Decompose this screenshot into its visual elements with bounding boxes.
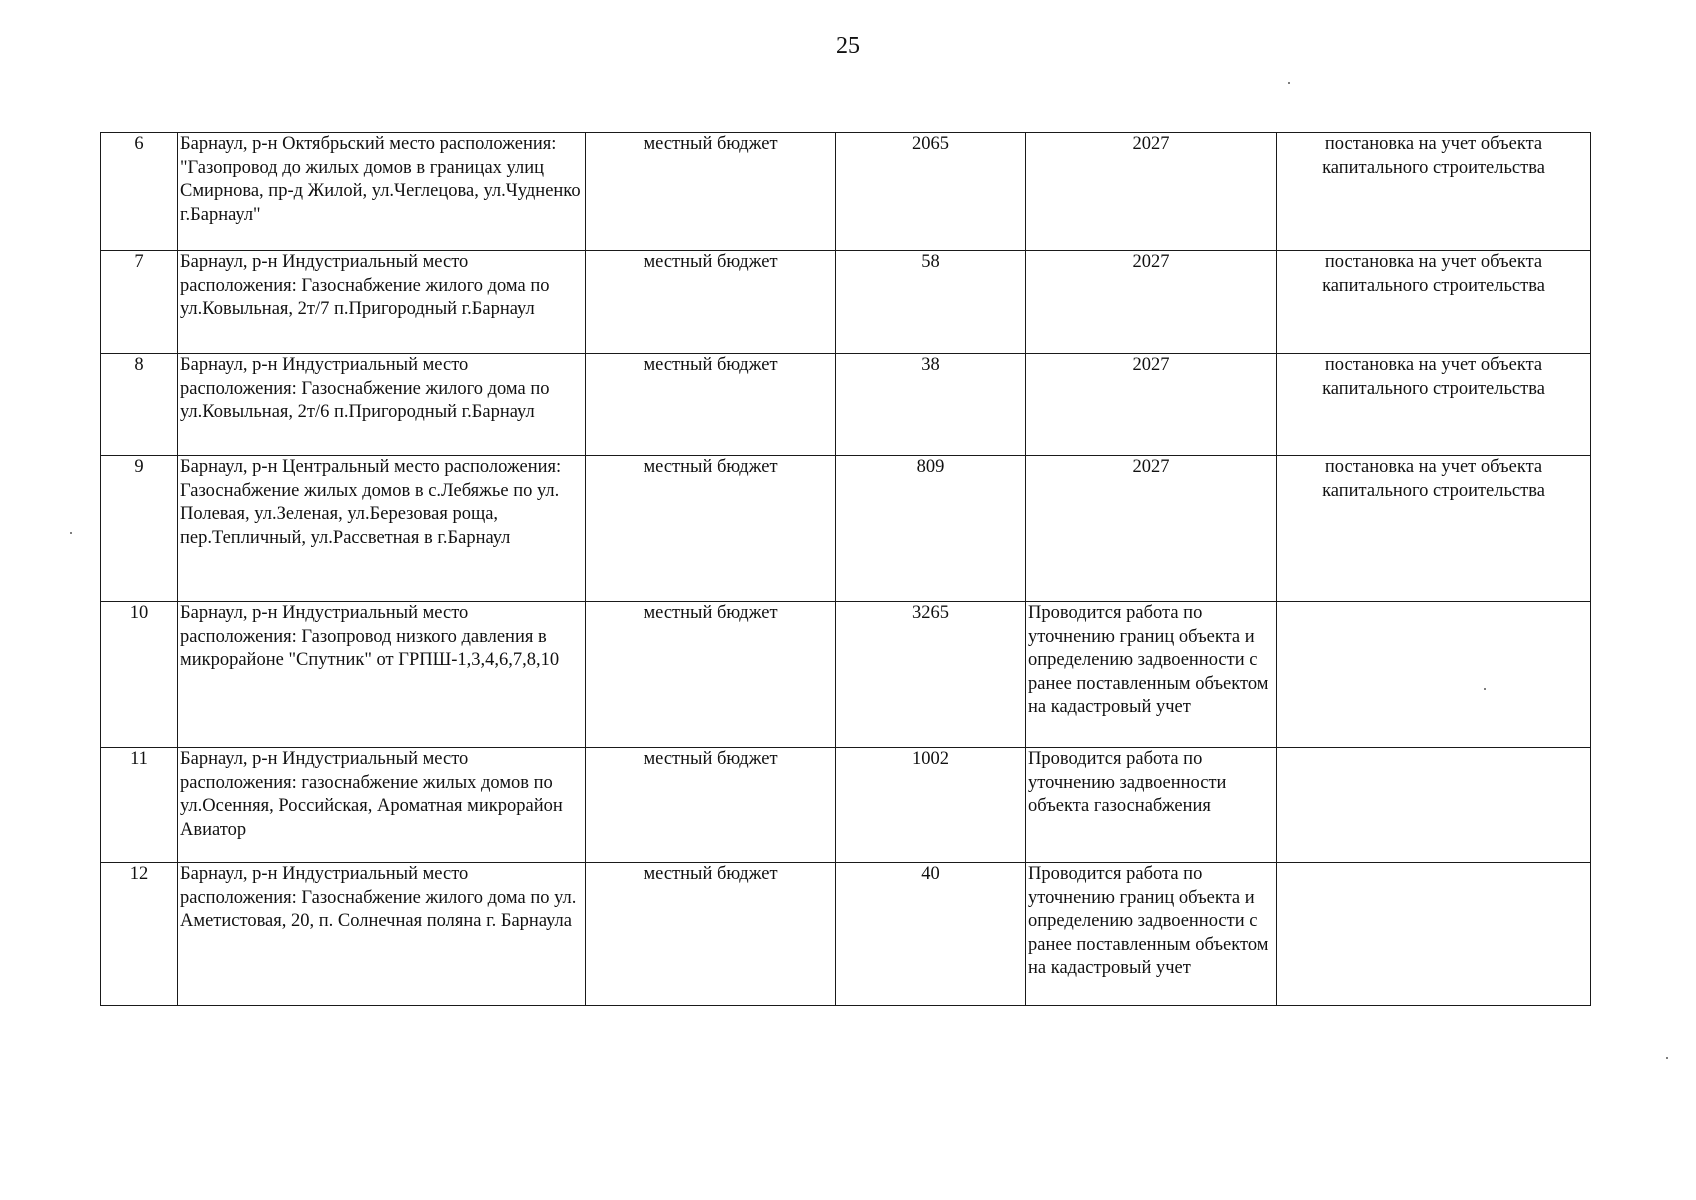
amount-cell: 40 <box>836 863 1026 1006</box>
table-row <box>101 133 1591 251</box>
note-cell <box>1277 748 1591 863</box>
location-cell: Барнаул, р-н Индустриальный место расположения: Газоснабжение жилого дома по ул.Ковыльная, 2т/7 п.Пригородный г.Барнаул <box>178 251 586 354</box>
location-cell: Барнаул, р-н Октябрьский место расположения: "Газопровод до жилых домов в границах улиц Смирнова, пр-д Жилой, ул.Чеглецова, ул.Чудненко г.Барнаул" <box>178 133 586 251</box>
location-cell: Барнаул, р-н Центральный место расположения: Газоснабжение жилых домов в с.Лебяжье по ул. Полевая, ул.Зеленая, ул.Березовая роща, пер.Тепличный, ул.Рассветная в г.Барнаул <box>178 456 586 602</box>
funding-source-cell: местный бюджет <box>586 251 836 354</box>
note-cell <box>1277 602 1591 748</box>
location-cell: Барнаул, р-н Индустриальный место расположения: газоснабжение жилых домов по ул.Осенняя, Российская, Ароматная микрорайон Авиатор <box>178 748 586 863</box>
row-number: 10 <box>101 602 178 748</box>
row-number: 11 <box>101 748 178 863</box>
table-row <box>101 863 1591 1006</box>
note-cell: постановка на учет объекта капитального строительства <box>1277 251 1591 354</box>
row-number: 6 <box>101 133 178 251</box>
scan-speck <box>70 532 72 534</box>
status-cell: Проводится работа по уточнению задвоенности объекта газоснабжения <box>1026 748 1277 863</box>
page-number: 25 <box>836 33 860 59</box>
scan-speck <box>1666 1057 1668 1059</box>
note-cell: постановка на учет объекта капитального строительства <box>1277 133 1591 251</box>
amount-cell: 58 <box>836 251 1026 354</box>
funding-source-cell: местный бюджет <box>586 456 836 602</box>
note-cell: постановка на учет объекта капитального строительства <box>1277 456 1591 602</box>
status-cell: Проводится работа по уточнению границ объекта и определению задвоенности с ранее поставленным объектом на кадастровый учет <box>1026 602 1277 748</box>
funding-source-cell: местный бюджет <box>586 354 836 456</box>
amount-cell: 809 <box>836 456 1026 602</box>
amount-cell: 2065 <box>836 133 1026 251</box>
note-cell <box>1277 863 1591 1006</box>
table-row <box>101 456 1591 602</box>
amount-cell: 1002 <box>836 748 1026 863</box>
amount-cell: 3265 <box>836 602 1026 748</box>
row-number: 9 <box>101 456 178 602</box>
note-cell: постановка на учет объекта капитального строительства <box>1277 354 1591 456</box>
year-cell: 2027 <box>1026 456 1277 602</box>
row-number: 8 <box>101 354 178 456</box>
table-row <box>101 354 1591 456</box>
row-number: 12 <box>101 863 178 1006</box>
scan-speck <box>1484 688 1486 690</box>
scan-speck <box>1288 82 1290 84</box>
year-cell: 2027 <box>1026 354 1277 456</box>
table-row <box>101 602 1591 748</box>
table-row <box>101 251 1591 354</box>
location-cell: Барнаул, р-н Индустриальный место расположения: Газоснабжение жилого дома по ул.Ковыльная, 2т/6 п.Пригородный г.Барнаул <box>178 354 586 456</box>
funding-source-cell: местный бюджет <box>586 133 836 251</box>
object-table <box>100 132 1591 1006</box>
row-number: 7 <box>101 251 178 354</box>
year-cell: 2027 <box>1026 133 1277 251</box>
status-cell: Проводится работа по уточнению границ объекта и определению задвоенности с ранее поставленным объектом на кадастровый учет <box>1026 863 1277 1006</box>
location-cell: Барнаул, р-н Индустриальный место расположения: Газоснабжение жилого дома по ул. Аметистовая, 20, п. Солнечная поляна г. Барнаула <box>178 863 586 1006</box>
funding-source-cell: местный бюджет <box>586 748 836 863</box>
table-row <box>101 748 1591 863</box>
funding-source-cell: местный бюджет <box>586 863 836 1006</box>
amount-cell: 38 <box>836 354 1026 456</box>
location-cell: Барнаул, р-н Индустриальный место расположения: Газопровод низкого давления в микрорайоне "Спутник" от ГРПШ-1,3,4,6,7,8,10 <box>178 602 586 748</box>
funding-source-cell: местный бюджет <box>586 602 836 748</box>
year-cell: 2027 <box>1026 251 1277 354</box>
